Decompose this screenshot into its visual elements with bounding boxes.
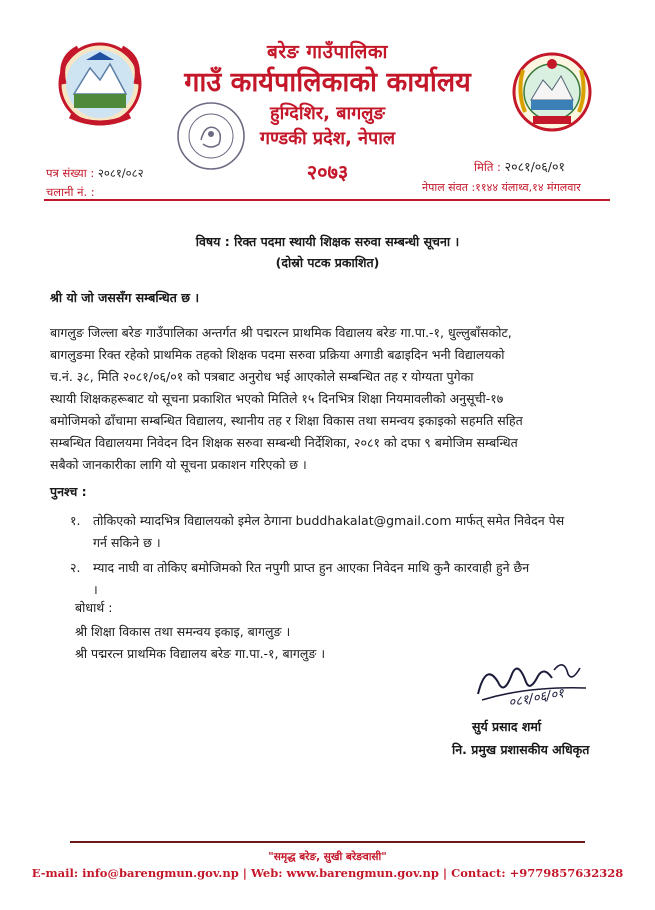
body-line: बमोजिमको ढाँचामा सम्बन्धित विद्यालय, स्थानीय तह र शिक्षा विकास तथा समन्वय इकाइको सहमति सहित	[50, 413, 523, 428]
punascha-item-2-num: २.	[70, 560, 81, 575]
punascha-item-2-line: ।	[93, 582, 98, 597]
miti-label: मिति :	[474, 160, 501, 174]
addressee: श्री यो जो जससँग सम्बन्धित छ ।	[50, 290, 200, 305]
body-line: स्थायी शिक्षकहरूबाट यो सूचना प्रकाशित भएको मितिले १५ दिनभित्र शिक्षा नियमावलीको अनुसूची-१७	[50, 391, 504, 406]
punascha-item-2-line: म्याद नाघी वा तोकिए बमोजिमको रित नपुगी प्राप्त हुन आएका निवेदन माथि कुनै कारवाही हुने छैन	[93, 560, 530, 575]
office-name: गाउँ कार्यपालिकाको कार्यालय	[184, 67, 471, 98]
chalani-number: चलानी नं. :	[46, 185, 95, 199]
punascha-item-1	[93, 510, 618, 554]
punascha-item-2	[93, 557, 618, 601]
patra-sankhya	[46, 166, 144, 181]
province-name: गण्डकी प्रदेश, नेपाल	[259, 128, 396, 149]
punascha-label: पुनश्च :	[50, 484, 87, 499]
punascha-item-1-line: गर्न सकिने छ ।	[93, 535, 161, 550]
miti-value: २०८१/०६/०१	[504, 159, 566, 174]
municipality-name: बरेङ गाउँपालिका	[267, 41, 388, 63]
body-line: बागलुङ जिल्ला बरेङ गाउँपालिका अन्तर्गत श्री पद्मरत्न प्राथमिक विद्यालय बरेङ गा.पा.-१, धुल्लुबाँसकोट,	[50, 325, 512, 340]
nepal-sambat: नेपाल संवत :११४४ यंलाथ्व,१४ मंगलवार	[422, 181, 581, 194]
office-seal-stamp	[175, 100, 247, 172]
bodhartha-recipient: श्री शिक्षा विकास तथा समन्वय इकाइ, बागलुङ ।	[75, 624, 291, 639]
bodhartha-label: बोधार्थ :	[75, 600, 113, 615]
miti	[474, 158, 565, 175]
signature-date: ०८१/०६/०१	[507, 686, 566, 711]
patra-value: २०८१/०८२	[97, 166, 144, 180]
body-paragraph	[50, 322, 615, 476]
signatory-title: नि. प्रमुख प्रशासकीय अधिकृत	[452, 742, 590, 757]
header-divider	[44, 199, 610, 201]
bodhartha-recipient: श्री पद्मरत्न प्राथमिक विद्यालय बरेङ गा.पा.-१, बागलुङ ।	[75, 646, 326, 661]
body-line: सम्बन्धित विद्यालयमा निवेदन दिन शिक्षक सरुवा सम्बन्धी निर्देशिका, २०८१ को दफा ९ बमोजिम सम्बन्धित	[50, 435, 518, 450]
footer-divider	[70, 841, 585, 843]
punascha-item-1-line: तोकिएको म्यादभित्र विद्यालयको इमेल ठेगाना buddhakalat@gmail.com मार्फत् समेत निवेदन पेस	[93, 513, 565, 528]
body-line: सबैको जानकारीका लागि यो सूचना प्रकाशन गरिएको छ ।	[50, 457, 307, 472]
footer-contact: E-mail: info@barengmun.gov.np | Web: www.barengmun.gov.np | Contact: +9779857632328	[31, 866, 624, 880]
body-line: च.नं. ३८, मिति २०८१/०६/०१ को पत्रबाट अनुरोध भई आएकोले सम्बन्धित तह र योग्यता पुगेका	[50, 369, 474, 384]
subject-line: विषय : रिक्त पदमा स्थायी शिक्षक सरुवा सम्बन्धी सूचना ।	[195, 234, 460, 249]
patra-label: पत्र संख्या :	[46, 166, 95, 180]
subject-subline: (दोस्रो पटक प्रकाशित)	[275, 255, 380, 270]
body-line: बागलुङमा रिक्त रहेको प्राथमिक तहको शिक्षक पदमा सरुवा प्रक्रिया अगाडी बढाइदिन भनी विद्यालयको	[50, 347, 505, 362]
office-address: हुग्दिशिर, बागलुङ	[270, 103, 385, 124]
signatory-name: सुर्य प्रसाद शर्मा	[472, 719, 542, 734]
established-year: २०७३	[306, 160, 349, 184]
footer-slogan: "समृद्ध बरेङ, सुखी बरेङवासी"	[268, 851, 387, 863]
punascha-item-1-num: १.	[70, 513, 81, 528]
